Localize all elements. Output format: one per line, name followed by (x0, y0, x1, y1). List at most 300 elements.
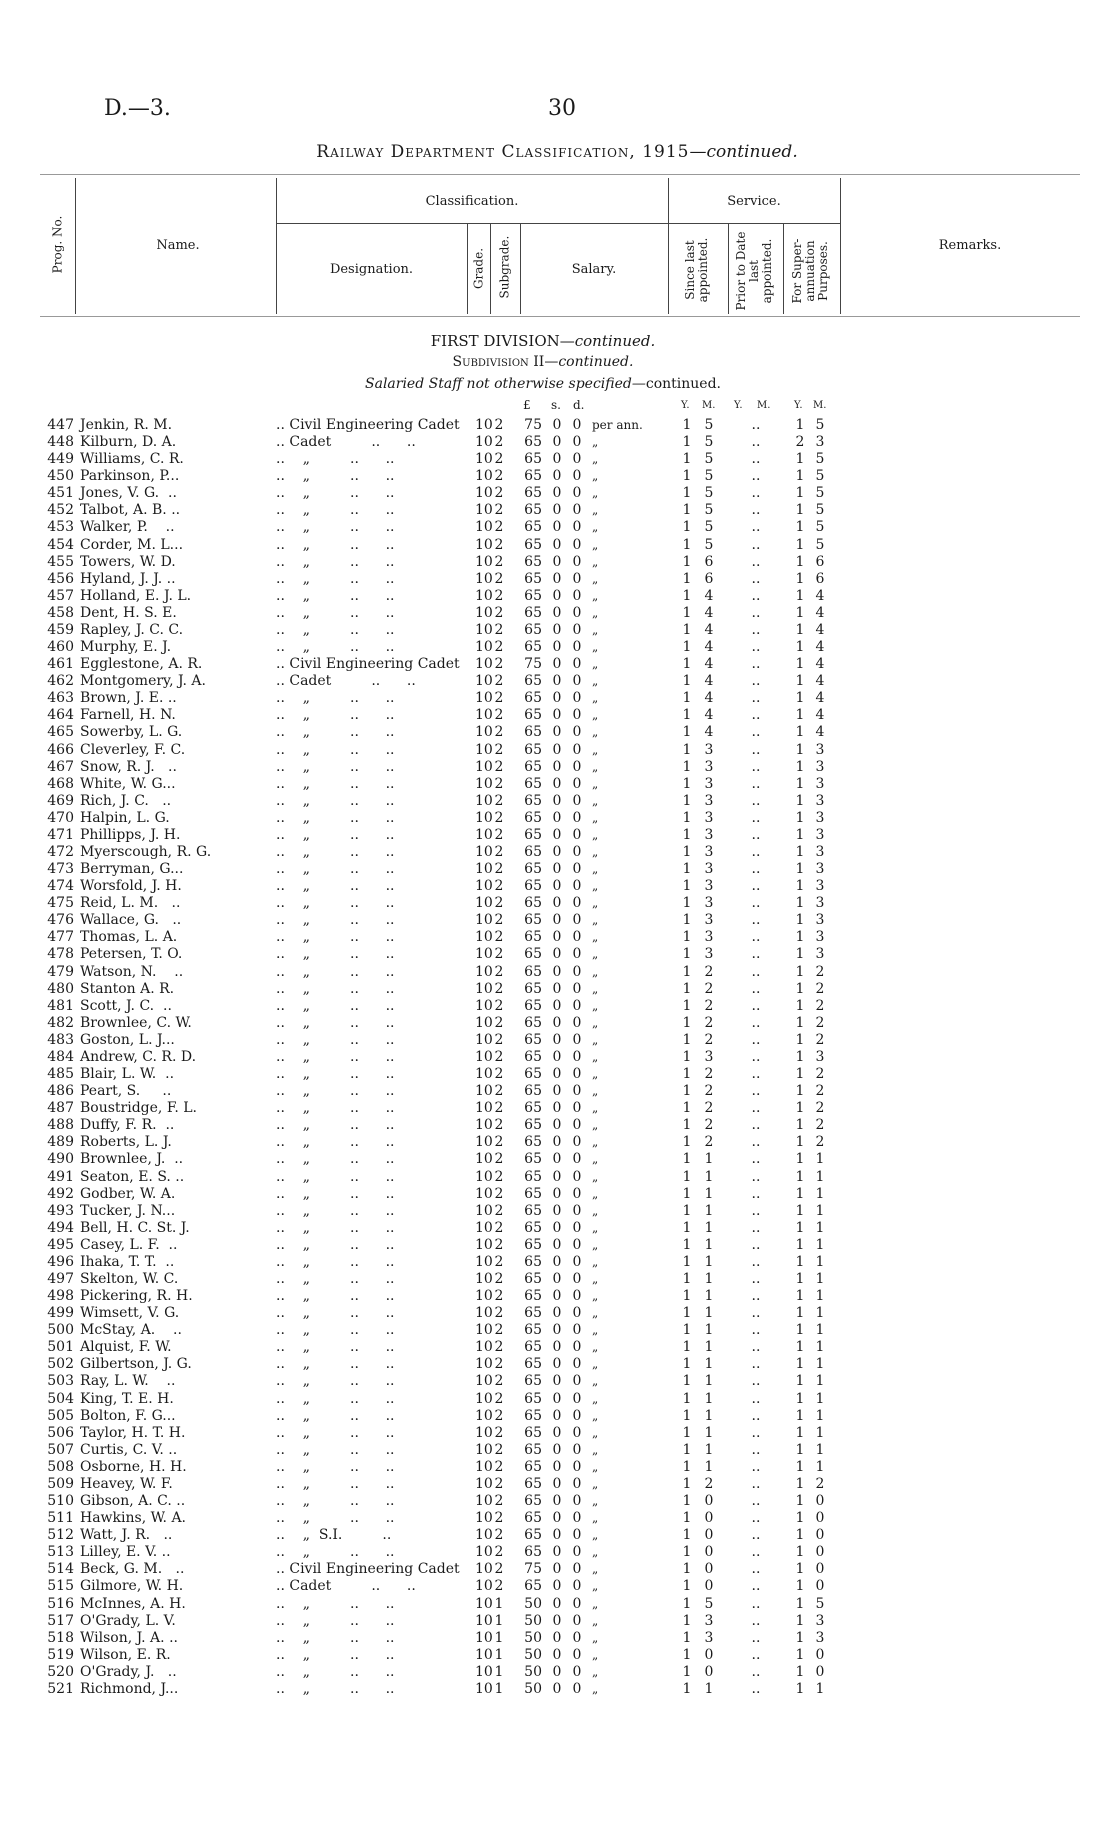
cell-super-years: 1 (795, 929, 805, 946)
cell-super-years: 1 (795, 1663, 805, 1680)
cell-name: Berryman, G... (80, 861, 184, 878)
cell-prog-no: 451 (47, 485, 74, 502)
cell-grade: 10 (475, 1561, 493, 1578)
cell-since-months: 0 (704, 1510, 714, 1527)
cell-designation: .. „ .. .. (276, 878, 395, 895)
cell-since-years: 1 (682, 809, 692, 826)
table-row (0, 451, 1114, 468)
cell-salary-period: „ (592, 1220, 599, 1235)
cell-since-months: 3 (704, 1048, 714, 1065)
cell-salary-period: „ (592, 1032, 599, 1047)
cell-subgrade: 2 (494, 1561, 504, 1578)
cell-salary-period: „ (592, 1306, 599, 1321)
cell-grade: 10 (475, 1595, 493, 1612)
cell-salary-pence: 0 (572, 861, 582, 878)
cell-salary-pounds: 65 (524, 775, 542, 792)
cell-prog-no: 505 (47, 1407, 74, 1424)
division-suffix: continued. (574, 332, 656, 350)
cell-salary-shillings: 0 (552, 758, 562, 775)
cell-salary-period: „ (592, 486, 599, 501)
cell-subgrade: 2 (494, 451, 504, 468)
cell-since-years: 1 (682, 451, 692, 468)
cell-salary-pence: 0 (572, 1373, 582, 1390)
cell-prior-to: .. (751, 1305, 761, 1322)
cell-salary-period: „ (592, 1613, 599, 1628)
cell-salary-period: „ (592, 674, 599, 689)
cell-grade: 10 (475, 963, 493, 980)
cell-salary-pounds: 65 (524, 1100, 542, 1117)
cell-designation: .. „ .. .. (276, 844, 395, 860)
cell-prior-to: .. (751, 1578, 761, 1595)
cell-designation: .. „ .. .. (276, 1441, 395, 1458)
cell-subgrade: 2 (494, 1373, 504, 1390)
cell-since-years: 1 (682, 1373, 692, 1390)
cell-prog-no: 515 (47, 1578, 74, 1595)
cell-name: McStay, A. .. (80, 1322, 182, 1339)
cell-name: O'Grady, J. .. (80, 1663, 177, 1680)
cell-grade: 10 (475, 1066, 493, 1083)
cell-salary-pounds: 65 (524, 946, 542, 963)
cell-super-months: 0 (815, 1527, 825, 1544)
cell-prog-no: 496 (47, 1253, 74, 1270)
cell-salary-pence: 0 (572, 758, 582, 775)
cell-super-months: 1 (815, 1424, 825, 1441)
cell-since-months: 5 (704, 536, 714, 553)
cell-name: Murphy, E. J. (80, 639, 172, 656)
cell-salary-shillings: 0 (552, 1066, 562, 1083)
cell-name: Walker, P. .. (80, 519, 175, 536)
cell-prior-to: .. (751, 844, 761, 860)
cell-salary-pence: 0 (572, 1117, 582, 1134)
cell-since-months: 1 (704, 1168, 714, 1185)
cell-name: Wilson, J. A. .. (80, 1629, 178, 1646)
cell-grade: 10 (475, 1151, 493, 1168)
cell-super-years: 1 (795, 1066, 805, 1083)
table-row (0, 1681, 1114, 1698)
col-name: Name. (156, 238, 200, 253)
header-bottom-rule (40, 316, 1080, 317)
cell-prior-to: .. (751, 1629, 761, 1646)
cell-since-years: 1 (682, 758, 692, 775)
cell-super-months: 1 (815, 1680, 825, 1697)
cell-super-years: 1 (795, 639, 805, 656)
cell-prior-to: .. (751, 1663, 761, 1680)
cell-salary-period: „ (592, 742, 599, 757)
cell-designation: .. „ .. .. (276, 639, 395, 656)
cell-prior-to: .. (751, 724, 761, 741)
cell-since-years: 1 (682, 1441, 692, 1458)
table-row (0, 929, 1114, 946)
cell-salary-period: „ (592, 998, 599, 1013)
cell-designation: .. „ .. .. (276, 570, 395, 587)
cell-prior-to: .. (751, 621, 761, 638)
cell-designation: .. „ .. .. (276, 1202, 395, 1219)
cell-salary-pounds: 65 (524, 1407, 542, 1424)
cell-grade: 10 (475, 1048, 493, 1065)
cell-super-months: 0 (815, 1544, 825, 1561)
cell-grade: 10 (475, 1612, 493, 1629)
cell-super-years: 1 (795, 536, 805, 553)
cell-grade: 10 (475, 536, 493, 553)
cell-salary-pence: 0 (572, 741, 582, 758)
cell-subgrade: 2 (494, 844, 504, 860)
cell-super-years: 1 (795, 673, 805, 690)
cell-salary-period: „ (592, 845, 599, 859)
cell-salary-pence: 0 (572, 1663, 582, 1680)
cell-prog-no: 489 (47, 1134, 74, 1151)
cell-name: Casey, L. F. .. (80, 1236, 178, 1253)
cell-salary-pence: 0 (572, 656, 582, 673)
cell-salary-pence: 0 (572, 1458, 582, 1475)
cell-super-years: 1 (795, 1493, 805, 1510)
cell-since-months: 1 (704, 1407, 714, 1424)
cell-super-months: 2 (815, 1117, 825, 1134)
cell-prog-no: 476 (47, 912, 74, 929)
cell-super-months: 4 (815, 621, 825, 638)
cell-designation: .. „ .. .. (276, 553, 395, 570)
cell-prior-to: .. (751, 1168, 761, 1185)
cell-super-years: 1 (795, 1288, 805, 1305)
cell-prior-to: .. (751, 1014, 761, 1031)
cell-designation: .. „ .. .. (276, 1083, 395, 1100)
cell-designation: .. „ .. .. (276, 1322, 395, 1339)
cell-name: Blair, L. W. .. (80, 1066, 175, 1083)
cell-super-months: 4 (815, 724, 825, 741)
cell-super-months: 4 (815, 587, 825, 604)
cell-subgrade: 1 (494, 1663, 504, 1680)
cell-salary-pounds: 65 (524, 895, 542, 912)
cell-since-years: 1 (682, 1322, 692, 1339)
cell-subgrade: 2 (494, 809, 504, 826)
cell-since-months: 2 (704, 1083, 714, 1100)
cell-subgrade: 2 (494, 1048, 504, 1065)
cell-salary-pounds: 65 (524, 1117, 542, 1134)
cell-super-months: 3 (815, 809, 825, 826)
cell-super-months: 1 (815, 1288, 825, 1305)
cell-subgrade: 2 (494, 417, 504, 433)
cell-salary-period: „ (592, 452, 599, 467)
cell-since-months: 2 (704, 1031, 714, 1048)
cell-name: Beck, G. M. .. (80, 1561, 185, 1578)
cell-designation: .. Cadet .. .. (276, 434, 416, 451)
vline-9 (840, 178, 841, 314)
cell-designation: .. „ .. .. (276, 1100, 395, 1117)
cell-prog-no: 517 (47, 1612, 74, 1629)
cell-since-years: 1 (682, 1544, 692, 1561)
cell-super-years: 1 (795, 1322, 805, 1339)
cell-grade: 10 (475, 1663, 493, 1680)
cell-since-months: 3 (704, 844, 714, 860)
cell-grade: 10 (475, 656, 493, 673)
cell-prog-no: 450 (47, 468, 74, 485)
cell-super-months: 3 (815, 844, 825, 860)
page-number: 30 (548, 96, 576, 121)
cell-grade: 10 (475, 1134, 493, 1151)
cell-name: Peart, S. .. (80, 1083, 172, 1100)
cell-prog-no: 459 (47, 621, 74, 638)
cell-super-years: 1 (795, 997, 805, 1014)
table-row (0, 1151, 1114, 1168)
table-row (0, 776, 1114, 793)
cell-super-months: 1 (815, 1305, 825, 1322)
cell-salary-pounds: 65 (524, 878, 542, 895)
cell-subgrade: 2 (494, 1390, 504, 1407)
cell-name: Pickering, R. H. (80, 1288, 193, 1305)
cell-super-months: 3 (815, 895, 825, 912)
cell-prog-no: 511 (47, 1510, 74, 1527)
table-row (0, 724, 1114, 741)
cell-since-years: 1 (682, 1134, 692, 1151)
cell-subgrade: 2 (494, 895, 504, 912)
cell-prior-to: .. (751, 1253, 761, 1270)
cell-grade: 10 (475, 1441, 493, 1458)
cell-salary-period: „ (592, 827, 599, 842)
header-top-rule (40, 174, 1080, 175)
cell-prog-no: 486 (47, 1083, 74, 1100)
cell-super-months: 2 (815, 980, 825, 997)
col-prior-to: Prior to Date last appointed. (734, 231, 774, 311)
cell-grade: 10 (475, 1253, 493, 1270)
cell-super-years: 1 (795, 758, 805, 775)
cell-salary-pounds: 50 (524, 1680, 542, 1697)
cell-salary-pounds: 65 (524, 1339, 542, 1356)
cell-designation: .. „ .. .. (276, 1117, 395, 1134)
cell-salary-period: „ (592, 1152, 599, 1167)
table-row (0, 1322, 1114, 1339)
cell-salary-pence: 0 (572, 1322, 582, 1339)
cell-prog-no: 495 (47, 1236, 74, 1253)
table-row (0, 588, 1114, 605)
cell-subgrade: 2 (494, 1271, 504, 1287)
table-row (0, 1049, 1114, 1066)
cell-subgrade: 2 (494, 1219, 504, 1236)
cell-prog-no: 501 (47, 1339, 74, 1356)
cell-salary-pounds: 65 (524, 861, 542, 878)
cell-salary-period: „ (592, 657, 599, 672)
cell-grade: 10 (475, 621, 493, 638)
cell-salary-period: „ (592, 469, 599, 484)
cell-grade: 10 (475, 1493, 493, 1510)
cell-grade: 10 (475, 1202, 493, 1219)
cell-salary-pence: 0 (572, 1510, 582, 1527)
cell-name: Rapley, J. C. C. (80, 621, 184, 638)
cell-prog-no: 508 (47, 1458, 74, 1475)
col-since-last: Since last appointed. (683, 237, 710, 303)
cell-subgrade: 2 (494, 656, 504, 673)
cell-subgrade: 2 (494, 758, 504, 775)
cell-prior-to: .. (751, 1083, 761, 1100)
cell-salary-period: „ (592, 1425, 599, 1440)
cell-name: Richmond, J... (80, 1680, 179, 1697)
cell-prog-no: 492 (47, 1185, 74, 1202)
cell-prior-to: .. (751, 775, 761, 792)
cell-super-months: 4 (815, 656, 825, 673)
cell-salary-shillings: 0 (552, 775, 562, 792)
cell-super-years: 1 (795, 1544, 805, 1561)
cell-designation: .. „ .. .. (276, 861, 395, 878)
cell-name: Bolton, F. G... (80, 1407, 176, 1424)
cell-name: Lilley, E. V. .. (80, 1544, 171, 1561)
cell-prior-to: .. (751, 656, 761, 673)
cell-super-years: 1 (795, 1271, 805, 1287)
cell-since-months: 4 (704, 587, 714, 604)
table-row (0, 878, 1114, 895)
cell-salary-period: „ (592, 1203, 599, 1218)
cell-super-years: 1 (795, 1100, 805, 1117)
cell-grade: 10 (475, 1356, 493, 1373)
cell-salary-period: „ (592, 708, 599, 723)
cell-name: Scott, J. C. .. (80, 997, 172, 1014)
cell-super-years: 1 (795, 1510, 805, 1527)
vline-3 (467, 224, 468, 314)
cell-super-years: 1 (795, 878, 805, 895)
cell-since-months: 3 (704, 775, 714, 792)
cell-since-months: 1 (704, 1271, 714, 1287)
cell-salary-period: „ (592, 1289, 599, 1304)
cell-salary-pounds: 65 (524, 1493, 542, 1510)
cell-since-months: 3 (704, 792, 714, 809)
table-row (0, 1015, 1114, 1032)
cell-salary-shillings: 0 (552, 1151, 562, 1168)
cell-designation: .. „ .. .. (276, 1185, 395, 1202)
cell-salary-shillings: 0 (552, 1134, 562, 1151)
cell-since-months: 3 (704, 912, 714, 929)
cell-super-years: 1 (795, 1646, 805, 1663)
cell-subgrade: 2 (494, 929, 504, 946)
cell-salary-pence: 0 (572, 621, 582, 638)
cell-designation: .. „ .. .. (276, 1236, 395, 1253)
cell-super-months: 1 (815, 1219, 825, 1236)
cell-salary-pounds: 50 (524, 1646, 542, 1663)
cell-subgrade: 2 (494, 1441, 504, 1458)
cell-super-months: 0 (815, 1646, 825, 1663)
cell-salary-pounds: 65 (524, 502, 542, 519)
cell-salary-shillings: 0 (552, 502, 562, 519)
cell-salary-pence: 0 (572, 946, 582, 963)
cell-since-months: 2 (704, 1134, 714, 1151)
cell-super-months: 2 (815, 1083, 825, 1100)
cell-super-months: 5 (815, 451, 825, 468)
table-row (0, 861, 1114, 878)
cell-super-years: 1 (795, 861, 805, 878)
cell-super-years: 1 (795, 417, 805, 433)
cell-salary-pence: 0 (572, 1271, 582, 1287)
cell-salary-period: per ann. (592, 418, 643, 432)
cell-prog-no: 472 (47, 844, 74, 860)
cell-since-months: 2 (704, 1014, 714, 1031)
cell-salary-period: „ (592, 759, 599, 774)
cell-subgrade: 2 (494, 1100, 504, 1117)
cell-since-months: 3 (704, 861, 714, 878)
cell-name: Halpin, L. G. (80, 809, 170, 826)
cell-salary-pounds: 65 (524, 912, 542, 929)
cell-super-years: 1 (795, 1356, 805, 1373)
document-reference: D.—3. (104, 96, 171, 121)
cell-grade: 10 (475, 1288, 493, 1305)
cell-prog-no: 456 (47, 570, 74, 587)
cell-salary-pounds: 65 (524, 639, 542, 656)
table-row (0, 895, 1114, 912)
cell-salary-shillings: 0 (552, 1202, 562, 1219)
cell-super-months: 2 (815, 1100, 825, 1117)
table-row (0, 537, 1114, 554)
cell-salary-pence: 0 (572, 468, 582, 485)
cell-subgrade: 2 (494, 741, 504, 758)
cell-salary-pence: 0 (572, 536, 582, 553)
cell-super-months: 1 (815, 1236, 825, 1253)
table-row (0, 1425, 1114, 1442)
cell-designation: .. „ .. .. (276, 1373, 395, 1390)
page-title (0, 142, 1114, 162)
cell-super-years: 1 (795, 724, 805, 741)
cell-salary-pence: 0 (572, 1014, 582, 1031)
cell-super-months: 0 (815, 1493, 825, 1510)
cell-salary-period: „ (592, 1084, 599, 1099)
cell-grade: 10 (475, 434, 493, 451)
cell-prior-to: .. (751, 809, 761, 826)
cell-salary-shillings: 0 (552, 1014, 562, 1031)
cell-grade: 10 (475, 1339, 493, 1356)
cell-salary-period: „ (592, 1015, 599, 1030)
cell-salary-pence: 0 (572, 1083, 582, 1100)
cell-grade: 10 (475, 1117, 493, 1134)
cell-prog-no: 484 (47, 1048, 74, 1065)
cell-since-years: 1 (682, 878, 692, 895)
cell-super-years: 1 (795, 1219, 805, 1236)
table-row (0, 1305, 1114, 1322)
cell-prior-to: .. (751, 1236, 761, 1253)
cell-designation: .. „ .. .. (276, 1544, 395, 1561)
cell-designation: .. „ .. .. (276, 1031, 395, 1048)
cell-salary-pounds: 65 (524, 1151, 542, 1168)
cell-subgrade: 2 (494, 861, 504, 878)
cell-designation: .. „ .. .. (276, 1014, 395, 1031)
cell-designation: .. „ .. .. (276, 604, 395, 621)
cell-since-months: 5 (704, 1595, 714, 1612)
cell-salary-shillings: 0 (552, 826, 562, 843)
cell-salary-shillings: 0 (552, 1407, 562, 1424)
cell-salary-shillings: 0 (552, 1031, 562, 1048)
cell-subgrade: 2 (494, 690, 504, 707)
staff-suffix: continued. (645, 376, 721, 392)
cell-salary-pounds: 65 (524, 485, 542, 502)
cell-prog-no: 518 (47, 1629, 74, 1646)
cell-grade: 10 (475, 1475, 493, 1492)
cell-since-months: 1 (704, 1424, 714, 1441)
cell-prior-to: .. (751, 758, 761, 775)
cell-subgrade: 2 (494, 1083, 504, 1100)
cell-salary-pounds: 65 (524, 1083, 542, 1100)
cell-super-years: 1 (795, 963, 805, 980)
cell-salary-shillings: 0 (552, 1493, 562, 1510)
cell-salary-pounds: 65 (524, 468, 542, 485)
cell-salary-pence: 0 (572, 1629, 582, 1646)
cell-prior-to: .. (751, 451, 761, 468)
cell-super-months: 5 (815, 468, 825, 485)
cell-grade: 10 (475, 1527, 493, 1544)
cell-since-months: 1 (704, 1253, 714, 1270)
cell-salary-period: „ (592, 947, 599, 962)
cell-salary-pence: 0 (572, 844, 582, 860)
cell-subgrade: 2 (494, 1510, 504, 1527)
cell-salary-period: „ (592, 571, 599, 586)
cell-super-months: 6 (815, 570, 825, 587)
cell-prior-to: .. (751, 1288, 761, 1305)
cell-subgrade: 2 (494, 1066, 504, 1083)
cell-since-months: 0 (704, 1493, 714, 1510)
cell-designation: .. „ .. .. (276, 1288, 395, 1305)
cell-since-months: 5 (704, 485, 714, 502)
